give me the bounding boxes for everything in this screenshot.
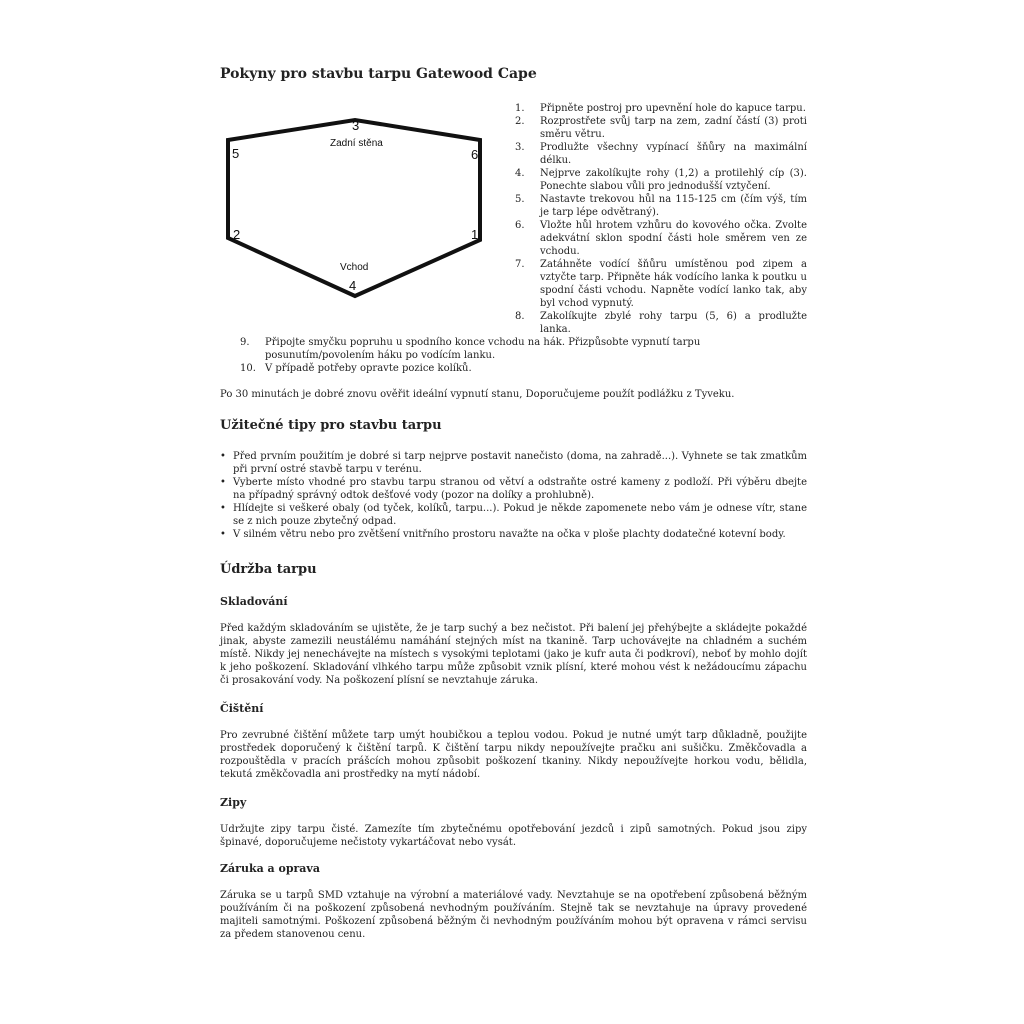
list-item: 4. Nejprve zakolíkujte rohy (1,2) a protilehlý cíp (3). Ponechte slabou vůli pro jednodušší vztyčení. [515, 168, 807, 192]
back-wall-label: Zadní stěna [330, 138, 383, 149]
corner-label-1: 1 [471, 227, 479, 242]
zips-text: Udržujte zipy tarpu čisté. Zamezíte tím zbytečnému opotřebování jezdců i zipů samotných. Pokud jsou zipy špinavé, doporučujeme nečistoty vykartáčovat nebo vysát. [220, 824, 807, 848]
cleaning-text: Pro zevrubné čištění můžete tarp umýt houbičkou a teplou vodou. Pokud je nutné umýt tarp důkladně, použijte prostředek doporučený k čištění tarpů. K čištění tarpu nikdy nepoužívejte pračku ani sušičku. Změkčovadla a rozpouštědla v pracích prášcích mohou způsobit poškození tkaniny. Nikdy nepoužívejte horkou vodu, bělidla, tekutá změkčovadla ani prostředky na mytí nádobí. [220, 730, 807, 780]
corner-label-4: 4 [349, 278, 357, 293]
corner-label-3: 3 [352, 118, 360, 133]
entry-label: Vchod [340, 262, 369, 273]
list-item: • Hlídejte si veškeré obaly (od tyček, kolíků, tarpu...). Pokud je někde zapomenete nebo vám je odnese vítr, stane se z nich pouze zbytečný odpad. [220, 502, 807, 528]
page-title: Pokyny pro stavbu tarpu Gatewood Cape [220, 66, 537, 82]
after-steps-note: Po 30 minutách je dobré znovu ověřit ideální vypnutí stanu, Doporučujeme použít podlážku z Tyveku. [220, 389, 735, 400]
tarp-outline-figure [218, 108, 494, 310]
tips-list [220, 450, 807, 541]
corner-label-2: 2 [233, 227, 241, 242]
list-item: • V silném větru nebo pro zvětšení vnitřního prostoru navažte na očka v ploše plachty dodatečné kotevní body. [220, 528, 807, 541]
list-item: 6. Vložte hůl hrotem vzhůru do kovového očka. Zvolte adekvátní sklon spodní části hole směrem ven ze vchodu. [515, 220, 807, 257]
storage-heading: Skladování [220, 595, 288, 608]
list-item: • Před prvním použitím je dobré si tarp nejprve postavit nanečisto (doma, na zahradě...). Vyhnete se tak zmatkům při první ostré stavbě tarpu v terénu. [220, 450, 807, 476]
list-item: • Vyberte místo vhodné pro stavbu tarpu stranou od větví a odstraňte ostré kameny z podloží. Při výběru dbejte na případný správný odtok dešťové vody (pozor na dolíky a prohlubně). [220, 476, 807, 502]
tips-heading: Užitečné tipy pro stavbu tarpu [220, 418, 442, 433]
list-item: 10. V případě potřeby opravte pozice kolíků. [240, 363, 472, 374]
warranty-heading: Záruka a oprava [220, 862, 320, 875]
list-item: 9. Připojte smyčku popruhu u spodního konce vchodu na hák. Přizpůsobte vypnutí tarpu posunutím/povolením háku po vodícím lanku. [240, 337, 701, 361]
list-item: 1. Připněte postroj pro upevnění hole do kapuce tarpu. [515, 103, 806, 114]
corner-label-5: 5 [232, 146, 240, 161]
list-item: 7. Zatáhněte vodící šňůru umístěnou pod zipem a vztyčte tarp. Připněte hák vodícího lanka k poutku u spodní části vchodu. Napněte vodící lanko tak, aby byl vchod vypnutý. [515, 259, 807, 309]
list-item: 3. Prodlužte všechny vypínací šňůry na maximální délku. [515, 142, 807, 166]
list-item: 8. Zakolíkujte zbylé rohy tarpu (5, 6) a prodlužte lanka. [515, 311, 807, 335]
zips-heading: Zipy [220, 796, 247, 809]
maintenance-heading: Údržba tarpu [220, 562, 317, 577]
steps-list-right [515, 102, 807, 336]
storage-text: Před každým skladováním se ujistěte, že je tarp suchý a bez nečistot. Při balení jej přehýbejte a skládejte pokaždé jinak, abyste zamezili neustálému namáhání stejných míst na tkanině. Tarp uchovávejte na chladném a suchém místě. Nikdy jej nenechávejte na místech s vysokými teplotami (jako je kufr auta či podkroví), neboť by mohlo dojít k jeho poškození. Skladování vlhkého tarpu může způsobit vznik plísní, které mohou vést k nežádoucímu zápachu či prosakování vody. Na poškození plísní se nevztahuje záruka. [220, 623, 807, 686]
warranty-text: Záruka se u tarpů SMD vztahuje na výrobní a materiálové vady. Nevztahuje se na opotřebení způsobená běžným používáním či na poškození způsobená nevhodným používáním. Stejně tak se nevztahuje na úpravy provedené majiteli samotnými. Poškození způsobená běžným či nevhodným používáním mohou být opravena v rámci servisu za předem stanovenou cenu. [220, 890, 807, 940]
list-item: 2. Rozprostřete svůj tarp na zem, zadní částí (3) proti směru větru. [515, 116, 807, 140]
steps-list-bottom [240, 336, 807, 375]
tarp-diagram [218, 108, 494, 310]
cleaning-heading: Čištění [220, 702, 264, 715]
list-item: 5. Nastavte trekovou hůl na 115-125 cm (čím výš, tím je tarp lépe odvětraný). [515, 194, 807, 218]
corner-label-6: 6 [471, 147, 479, 162]
